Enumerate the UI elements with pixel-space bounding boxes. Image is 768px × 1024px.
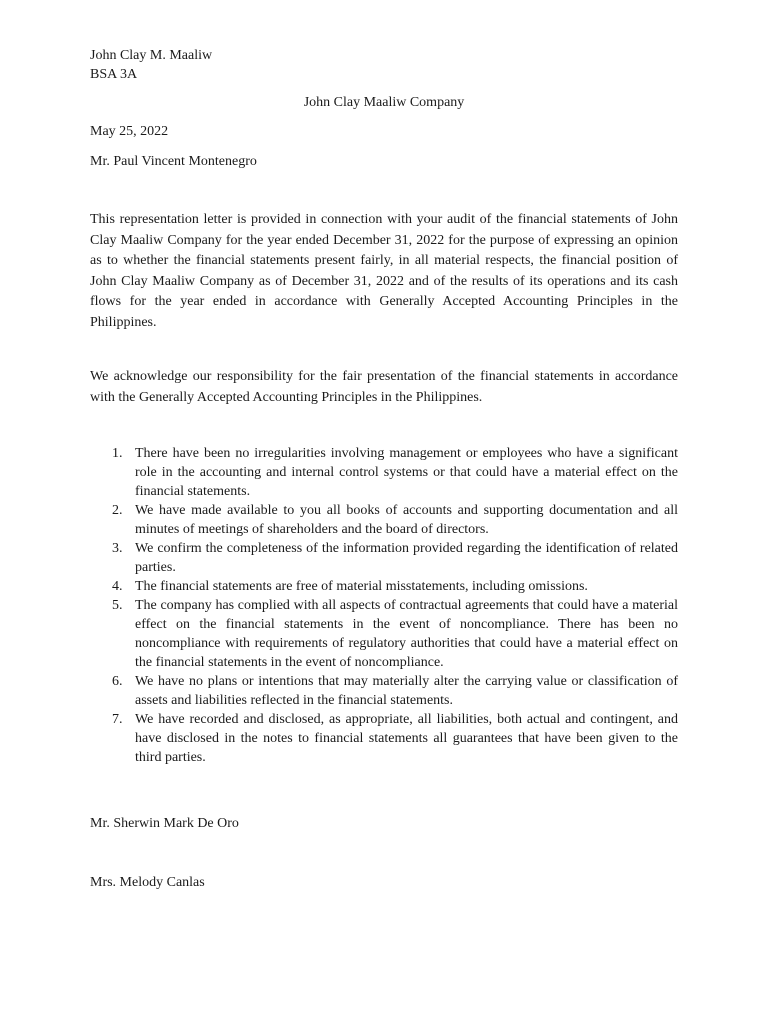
signatory-1: Mr. Sherwin Mark De Oro: [90, 816, 239, 831]
item-number: 5.: [112, 598, 123, 613]
representations-list: [90, 444, 678, 767]
item-text: The financial statements are free of material misstatements, including omissions.: [135, 579, 588, 594]
list-item: [90, 672, 678, 710]
list-item: [90, 577, 678, 596]
signatory-2: Mrs. Melody Canlas: [90, 875, 205, 890]
item-text: We have no plans or intentions that may materially alter the carrying value or classification of assets and liabilities reflected in the financial statements.: [135, 674, 678, 708]
intro-paragraph: This representation letter is provided in connection with your audit of the financial statements of John Clay Maaliw Company for the year ended December 31, 2022 for the purpose of expressing an opinion as to whether the financial statements present fairly, in all material respects, the financial position of John Clay Maaliw Company as of December 31, 2022 and of the results of its operations and its cash flows for the year ended in accordance with Generally Accepted Accounting Principles in the Philippines.: [90, 212, 678, 330]
item-number: 3.: [112, 541, 123, 556]
item-text: We have recorded and disclosed, as appropriate, all liabilities, both actual and contingent, and have disclosed in the notes to financial statements all guarantees that have been given to the third parties.: [135, 712, 678, 765]
acknowledgement-paragraph: We acknowledge our responsibility for the fair presentation of the financial statements in accordance with the Generally Accepted Accounting Principles in the Philippines.: [90, 369, 678, 405]
item-text: We confirm the completeness of the information provided regarding the identification of related parties.: [135, 541, 678, 575]
item-number: 6.: [112, 674, 123, 689]
author-name: John Clay M. Maaliw: [90, 48, 213, 63]
item-text: There have been no irregularities involving management or employees who have a significant role in the accounting and internal control systems or that could have a material effect on the financial statements.: [135, 446, 678, 499]
item-number: 7.: [112, 712, 123, 727]
item-number: 2.: [112, 503, 123, 518]
item-text: We have made available to you all books of accounts and supporting documentation and all minutes of meetings of shareholders and the board of directors.: [135, 503, 678, 537]
list-item: [90, 539, 678, 577]
author-section: BSA 3A: [90, 67, 138, 82]
letter-date: May 25, 2022: [90, 124, 169, 139]
list-item: [90, 710, 678, 767]
item-text: The company has complied with all aspects of contractual agreements that could have a material effect on the financial statements in the event of noncompliance. There has been no noncompliance with requirements of regulatory authorities that could have a material effect on the financial statements in the event of noncompliance.: [135, 598, 678, 670]
company-heading: John Clay Maaliw Company: [303, 95, 465, 110]
list-item: [90, 444, 678, 501]
list-item: [90, 596, 678, 672]
recipient-name: Mr. Paul Vincent Montenegro: [90, 154, 257, 169]
item-number: 1.: [112, 446, 123, 461]
list-item: [90, 501, 678, 539]
item-number: 4.: [112, 579, 123, 594]
